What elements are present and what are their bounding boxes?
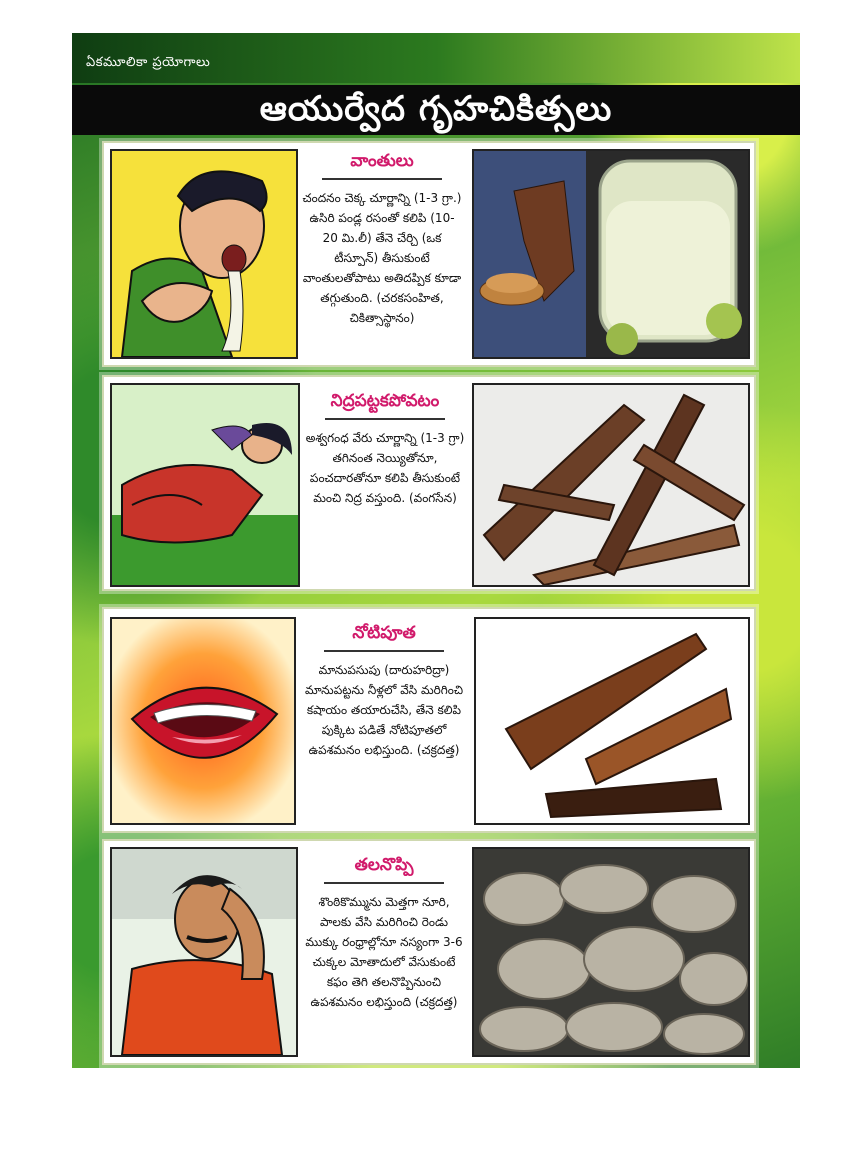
page-title: ఆయుర్వేద గృహచికిత్సలు — [259, 89, 613, 129]
series-label: ఏకమూలికా ప్రయోగాలు — [86, 55, 211, 70]
vomiting-man-illustration — [110, 149, 298, 359]
remedy-body: చందనం చెక్క చూర్ణాన్ని (1-3 గ్రా.) ఉసిరి పండ్ల రసంతో కలిపి (10-20 మి.లీ) తేనె చేర్చి (ఒక టీస్పూన్) తీసుకుంటే వాంతులతోపాటు అతిదప్పిక కూడా తగ్గుతుంది. (చరకసంహిత, చికిత్సాస్థానం) — [302, 191, 462, 325]
remedy-card-vomiting — [102, 141, 756, 367]
remedy-body: మానుపసుపు (దారుహరిద్రా) మానుపట్టను నీళ్లలో వేసి మరిగించి కషాయం తయారుచేసి, తేనె కలిపి పుక్కిట పడితే నోటిపూతలో ఉపశమనం లభిస్తుంది. (చక్రదత్త) — [304, 663, 464, 757]
remedy-text-insomnia — [304, 391, 466, 508]
remedy-heading: నోటిపూత — [324, 623, 444, 652]
headache-man-illustration — [110, 847, 298, 1057]
magazine-page — [72, 33, 800, 1068]
remedy-heading: వాంతులు — [322, 151, 442, 180]
ashwagandha-roots-photo — [472, 383, 750, 587]
remedy-card-insomnia — [102, 375, 756, 591]
sandalwood-powder-and-amla-juice-photo — [472, 149, 750, 359]
tree-turmeric-bark-photo — [474, 617, 750, 825]
remedy-text-vomiting — [302, 151, 462, 328]
title-bar — [72, 85, 800, 135]
remedy-heading: తలనొప్పి — [324, 855, 444, 884]
dry-ginger-photo — [472, 847, 750, 1057]
remedy-heading: నిద్రపట్టకపోవటం — [325, 391, 445, 420]
remedy-card-headache — [102, 839, 756, 1065]
sleepless-woman-illustration — [110, 383, 300, 587]
mouth-ulcer-illustration — [110, 617, 296, 825]
remedy-card-mouth-ulcers — [102, 607, 756, 833]
remedy-text-mouth-ulcers — [302, 623, 466, 760]
remedy-body: శొంఠికొమ్మును మెత్తగా నూరి, పాలకు వేసి మరిగించి రెండు ముక్కు రంధ్రాల్లోనూ నస్యంగా 3-6 చుక్కల మోతాదులో వేసుకుంటే కఫం తెగి తలనొప్పినుంచి ఉపశమనం లభిస్తుంది (చక్రదత్త) — [305, 895, 463, 1009]
remedy-text-headache — [302, 855, 466, 1012]
remedy-body: అశ్వగంధ వేరు చూర్ణాన్ని (1-3 గ్రా) తగినంత నెయ్యితోనూ, పంచదారతోనూ కలిపి తీసుకుంటే మంచి నిద్ర వస్తుంది. (వంగసేన) — [305, 431, 465, 505]
